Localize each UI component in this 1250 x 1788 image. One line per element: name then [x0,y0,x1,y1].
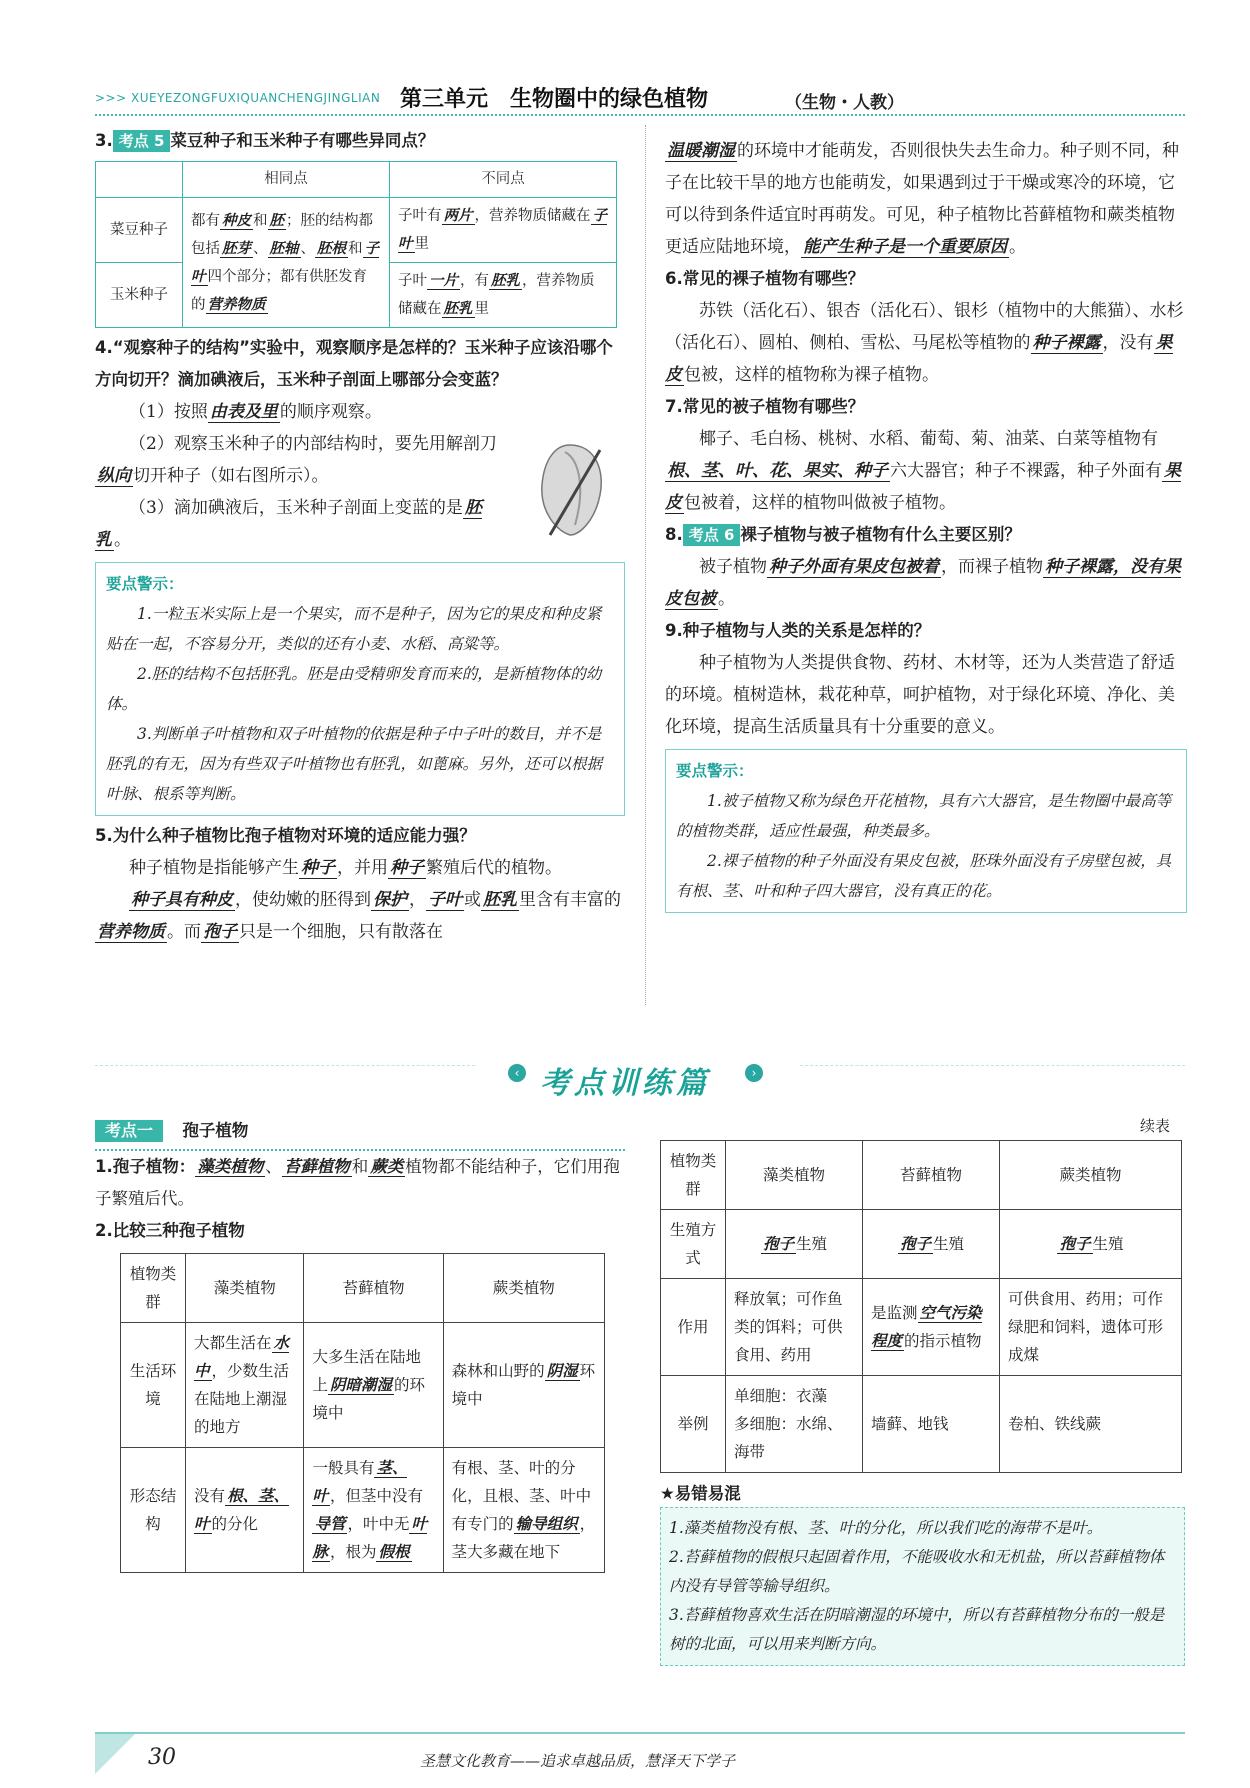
header-divider [95,114,1185,116]
q6-title: 6.常见的裸子植物有哪些？ [665,269,865,288]
q3-text: 菜豆种子和玉米种子有哪些异同点？ [170,131,435,150]
q5-p1: 种子植物是指能够产生 种子 ，并用 种子 繁殖后代的植物。 [129,858,562,878]
left-column-bottom [95,1115,625,1573]
warning-1-p2: 2.胚的结构不包括胚乳。胚是由受精卵发育而来的，是新植物体的幼体。 [106,665,602,713]
repro-moss: 孢子 生殖 [863,1210,1000,1279]
form-moss: 一般具有 茎、叶 ，但茎中没有导管 ，叶中无 叶脉 ，根为 假根 [304,1448,443,1573]
env-fern: 森林和山野的 阴湿 环境中 [443,1323,604,1448]
q5-p2: 种子具有种皮 ，使幼嫩的胚得到 保护 ， 子叶 或 胚乳 里含有丰富的营养物质 。而 孢子 只是一个细胞，只有散落在 [97,890,621,942]
chevron-left-icon: ‹ [508,1064,526,1082]
q7-answer: 椰子、毛白杨、桃树、水稻、葡萄、菊、油菜、白菜等植物有根、茎、叶、花、果实、种子 六大器官；种子不裸露，种子外面有 果皮 包被着，这样的植物叫做被子植物。 [665,429,1181,513]
q4-a1: （1）按照 由表及里 的顺序观察。 [129,402,382,422]
warning-title: 要点警示： [676,762,754,780]
ex-algae: 单细胞：衣藻 多细胞：水绵、海带 [726,1376,863,1473]
spore-plants-table-cont [660,1140,1182,1473]
th-group: 植物类群 [121,1254,186,1323]
footer-corner-decoration [95,1734,135,1774]
repro-fern: 孢子 生殖 [1000,1210,1182,1279]
confusion-title: ★易错易混 [660,1484,741,1503]
diff-bean-cell: 子叶有 两片 ，营养物质储藏在 子叶 里 [390,198,617,263]
spore-plants-table [120,1253,605,1573]
q8-title: 8. 考点 6 裸子植物与被子植物有什么主要区别？ [665,525,1021,544]
chevron-right-icon: › [745,1064,763,1082]
spore-plants-def: 1.孢子植物： 藻类植物 、 苔藓植物 和 蕨类 植物都不能结种子，它们用孢子繁殖后代。 [95,1157,620,1208]
kaodian-one-title: 孢子植物 [182,1121,249,1140]
page-title: 第三单元 生物圈中的绿色植物 [400,87,709,112]
th-algae: 藻类植物 [186,1254,304,1323]
warning-title: 要点警示： [106,575,184,593]
same-cell: 都有 种皮 和 胚 ；胚的结构都包括 胚芽 、 胚轴 、 胚根 和 子叶 四个部分；都有供胚发育的 营养物质 [183,198,390,328]
footer-motto: 圣慧文化教育——追求卓越品质，慧泽天下学子 [420,1752,736,1770]
right-column-bottom [660,1140,1185,1666]
confusion-box [660,1507,1185,1666]
kaodian-badge: 考点 5 [113,130,171,152]
right-column-top [665,135,1187,913]
th-group: 植物类群 [661,1141,726,1210]
row-use: 作用 [661,1279,726,1376]
q4-a2: （2）观察玉米种子的内部结构时，要先用解剖刀纵向 切开种子（如右图所示）。 [97,434,497,486]
row-env: 生活环境 [121,1323,186,1448]
form-algae: 没有 根、茎、叶 的分化 [186,1448,304,1573]
row-corn-seed: 玉米种子 [96,263,183,328]
q4-title: 4.“观察种子的结构”实验中，观察顺序是怎样的？玉米种子应该沿哪个方向切开？滴加碘液后，玉米种子剖面上哪部分会变蓝？ [95,338,613,389]
page-number: 30 [148,1745,176,1770]
q5-p3: 温暖潮湿 的环境中才能萌发，否则很快失去生命力。种子则不同，种子在比较干旱的地方也能萌发，如果遇到过于干燥或寒冷的环境，它可以待到条件适宜时再萌发。可见，种子植物比苔藓植物和蕨类植物更适应陆地环境， 能产生种子是一个重要原因 。 [665,141,1179,257]
q3-num: 3. [95,131,113,150]
warning-2-p2: 2.裸子植物的种子外面没有果皮包被，胚珠外面没有子房壁包被，具有根、茎、叶和种子四大器官，没有真正的花。 [676,852,1172,900]
section-title: 考点训练篇 [540,1066,710,1101]
kaodian-one-badge: 考点一 [95,1120,163,1142]
compare-heading: 2.比较三种孢子植物 [95,1221,245,1240]
row-example: 举例 [661,1376,726,1473]
warning-1-p3: 3.判断单子叶植物和双子叶植物的依据是种子中子叶的数目，并不是胚乳的有无，因为有些双子叶植物也有胚乳，如蓖麻。另外，还可以根据叶脉、根系等判断。 [106,725,603,803]
warning-2-p1: 1.被子植物又称为绿色开花植物，具有六大器官，是生物圈中最高等的植物类群，适应性最强，种类最多。 [676,792,1172,840]
key-warning-2 [665,749,1187,913]
subject-tag: （生物・人教） [785,93,904,113]
warning-1-p1: 1.一粒玉米实际上是一个果实，而不是种子，因为它的果皮和种皮紧贴在一起，不容易分开，类似的还有小麦、水稻、高粱等。 [106,605,602,653]
q8-answer: 被子植物 种子外面有果皮包被着 ，而裸子植物 种子裸露，没有果皮包被 。 [665,557,1181,609]
env-moss: 大多生活在陆地上 阴暗潮湿 的环境中 [304,1323,443,1448]
q5-title: 5.为什么种子植物比孢子植物对环境的适应能力强？ [95,826,476,845]
footer-divider [95,1732,1185,1734]
th-fern: 蕨类植物 [443,1254,604,1323]
diff-corn-cell: 子叶 一片 ，有 胚乳 ，营养物质储藏在 胚乳 里 [390,263,617,328]
use-fern: 可供食用、药用；可作绿肥和饲料，遗体可形成煤 [1000,1279,1182,1376]
th-moss: 苔藓植物 [863,1141,1000,1210]
corn-seed-cut-illustration [530,440,610,540]
col-same-header: 相同点 [183,162,390,198]
th-algae: 藻类植物 [726,1141,863,1210]
col-diff-header: 不同点 [390,162,617,198]
q9-answer: 种子植物为人类提供食物、药材、木材等，还为人类营造了舒适的环境。植树造林，栽花种草，呵护植物，对于绿化环境、净化、美化环境，提高生活质量具有十分重要的意义。 [665,653,1175,737]
q6-answer: 苏铁（活化石）、银杏（活化石）、银杉（植物中的大熊猫）、水杉（活化石）、圆柏、侧柏、雪松、马尾松等植物的 种子裸露 ，没有 果皮 包被，这样的植物称为裸子植物。 [665,301,1184,385]
confusion-p1: 1.藻类植物没有根、茎、叶的分化，所以我们吃的海带不是叶。 [669,1519,1103,1537]
confusion-p2: 2.苔藓植物的假根只起固着作用，不能吸收水和无机盐，所以苔藓植物体内没有导管等输导组织。 [669,1548,1165,1595]
confusion-p3: 3.苔藓植物喜欢生活在阴暗潮湿的环境中，所以有苔藓植物分布的一般是树的北面，可以用来判断方向。 [669,1606,1165,1653]
column-divider [645,125,646,1005]
key-warning-1 [95,562,625,816]
header-pinyin: >>> XUEYEZONGFUXIQUANCHENGJINGLIAN [95,91,381,105]
ex-fern: 卷柏、铁线蕨 [1000,1376,1182,1473]
env-algae: 大都生活在 水中 ，少数生活在陆地上潮湿的地方 [186,1323,304,1448]
q9-title: 9.种子植物与人类的关系是怎样的？ [665,621,931,640]
q4-a3: （3）滴加碘液后，玉米种子剖面上变蓝的是 胚乳 。 [95,498,482,550]
q3-title [95,125,625,157]
th-moss: 苔藓植物 [304,1254,443,1323]
ex-moss: 墙藓、地钱 [863,1376,1000,1473]
use-algae: 释放氧；可作鱼类的饵料；可供食用、药用 [726,1279,863,1376]
seed-compare-table [95,161,617,328]
row-bean-seed: 菜豆种子 [96,198,183,263]
section-line-right [800,1065,1185,1066]
kaodian-badge: 考点 6 [683,524,741,546]
q7-title: 7.常见的被子植物有哪些？ [665,397,865,416]
repro-algae: 孢子 生殖 [726,1210,863,1279]
row-repro: 生殖方式 [661,1210,726,1279]
use-moss: 是监测 空气污染程度 的指示植物 [863,1279,1000,1376]
section-line-left [95,1065,475,1066]
form-fern: 有根、茎、叶的分化，且根、茎、叶中有专门的 输导组织 ，茎大多藏在地下 [443,1448,604,1573]
continued-label: 续表 [1140,1117,1171,1135]
row-form: 形态结构 [121,1448,186,1573]
th-fern: 蕨类植物 [1000,1141,1182,1210]
